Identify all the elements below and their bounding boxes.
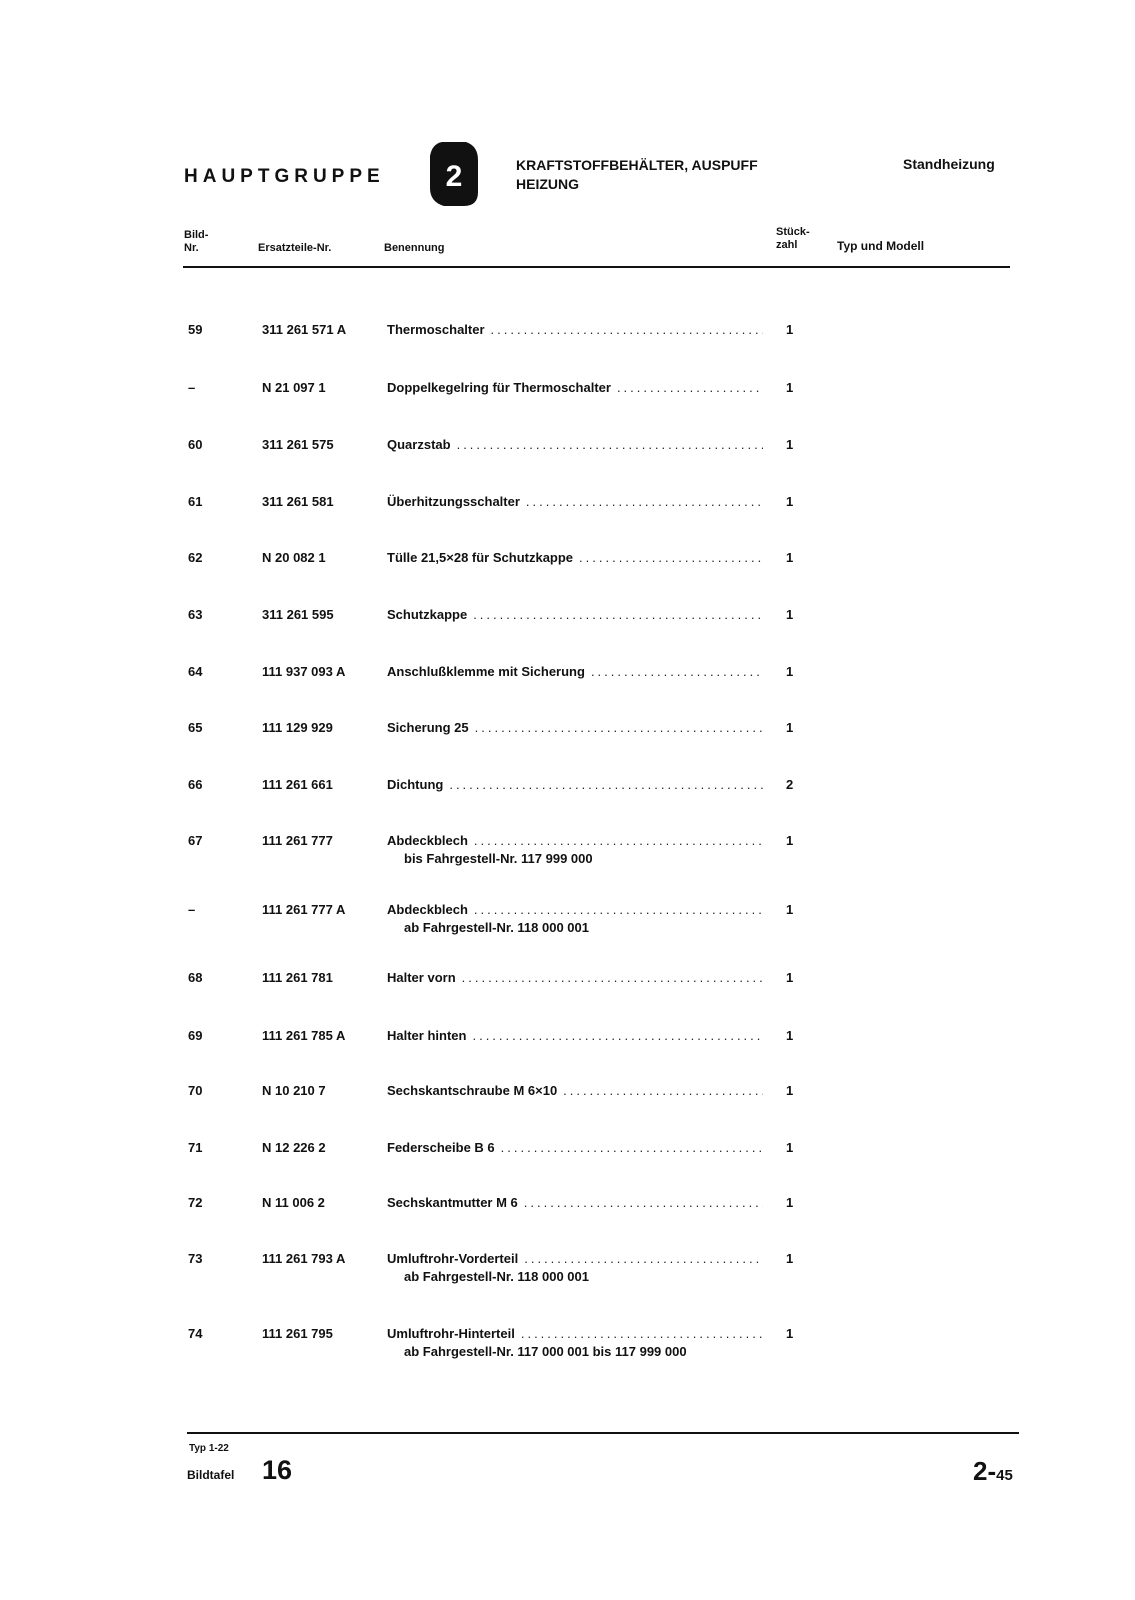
leader-dots: [524, 1251, 763, 1266]
leader-dots: [462, 970, 763, 985]
part-row: [0, 550, 1135, 590]
part-quantity: 2: [786, 777, 794, 792]
group-title-line1: KRAFTSTOFFBEHÄLTER, AUSPUFF: [516, 157, 758, 173]
part-row: [0, 1028, 1135, 1068]
part-row: [0, 380, 1135, 420]
part-number: N 10 210 7: [262, 1083, 326, 1098]
leader-dots: [474, 902, 763, 917]
part-description-text: Umluftrohr-Vorderteil: [387, 1251, 519, 1266]
leader-dots: [591, 664, 763, 679]
part-number: 111 261 661: [262, 777, 333, 792]
part-description: [387, 437, 763, 452]
part-row: [0, 720, 1135, 760]
part-note: ab Fahrgestell-Nr. 118 000 001: [404, 1269, 589, 1284]
part-number: 111 261 785 A: [262, 1028, 346, 1043]
part-row: [0, 970, 1135, 1010]
part-number: 111 937 093 A: [262, 664, 346, 679]
column-header-ersatzteil: Ersatzteile-Nr.: [258, 242, 332, 254]
part-row: [0, 1083, 1135, 1123]
part-description: [387, 902, 763, 917]
leader-dots: [474, 833, 763, 848]
part-row: [0, 607, 1135, 647]
column-header-stueck-line2: zahl: [776, 239, 798, 251]
part-bild-nr: 67: [188, 833, 203, 848]
leader-dots: [617, 380, 763, 395]
part-number: N 21 097 1: [262, 380, 326, 395]
part-description: [387, 833, 763, 848]
part-description-text: Dichtung: [387, 777, 444, 792]
page-number: [973, 1456, 1013, 1487]
part-description-text: Umluftrohr-Hinterteil: [387, 1326, 515, 1341]
part-number: N 12 226 2: [262, 1140, 326, 1155]
part-bild-nr: 63: [188, 607, 203, 622]
part-row: [0, 902, 1135, 942]
part-row: [0, 437, 1135, 477]
part-description: [387, 1251, 763, 1266]
leader-dots: [526, 494, 763, 509]
part-number: 111 261 777: [262, 833, 333, 848]
part-quantity: 1: [786, 970, 794, 985]
part-number: 111 261 781: [262, 970, 333, 985]
leader-dots: [491, 322, 763, 337]
part-quantity: 1: [786, 902, 794, 917]
part-quantity: 1: [786, 1083, 794, 1098]
part-row: [0, 1326, 1135, 1366]
part-quantity: 1: [786, 1140, 794, 1155]
part-bild-nr: 62: [188, 550, 203, 565]
part-number: 311 261 595: [262, 607, 334, 622]
part-number: N 11 006 2: [262, 1195, 325, 1210]
part-description-text: Überhitzungsschalter: [387, 494, 520, 509]
section-label: Standheizung: [903, 156, 995, 172]
part-description-text: Anschlußklemme mit Sicherung: [387, 664, 585, 679]
part-quantity: 1: [786, 720, 794, 735]
part-row: [0, 664, 1135, 704]
part-description-text: Halter hinten: [387, 1028, 467, 1043]
part-description: [387, 1140, 763, 1155]
part-description: [387, 970, 763, 985]
column-header-bild-nr: [184, 229, 208, 255]
part-quantity: 1: [786, 833, 794, 848]
part-description-text: Sechskantmutter M 6: [387, 1195, 518, 1210]
part-bild-nr: 71: [188, 1140, 203, 1155]
part-number: 111 261 777 A: [262, 902, 346, 917]
part-description-text: Schutzkappe: [387, 607, 468, 622]
part-number: N 20 082 1: [262, 550, 326, 565]
part-description: [387, 1326, 763, 1341]
leader-dots: [563, 1083, 763, 1098]
part-description: [387, 777, 763, 792]
part-bild-nr: –: [188, 902, 196, 917]
part-bild-nr: 72: [188, 1195, 203, 1210]
hauptgruppe-heading: HAUPTGRUPPE: [184, 166, 385, 187]
part-bild-nr: 66: [188, 777, 203, 792]
part-row: [0, 833, 1135, 873]
part-row: [0, 1195, 1135, 1235]
part-description: [387, 607, 763, 622]
group-number-badge: [428, 140, 480, 208]
part-row: [0, 1251, 1135, 1291]
group-title: [516, 156, 758, 194]
leader-dots: [449, 777, 763, 792]
part-bild-nr: 69: [188, 1028, 203, 1043]
column-header-bild-line1: Bild-: [184, 229, 209, 241]
part-note: ab Fahrgestell-Nr. 118 000 001: [404, 920, 589, 935]
part-bild-nr: 74: [188, 1326, 203, 1341]
column-header-bild-line2: Nr.: [184, 242, 199, 254]
leader-dots: [524, 1195, 763, 1210]
part-bild-nr: 61: [188, 494, 203, 509]
part-description-text: Federscheibe B 6: [387, 1140, 495, 1155]
part-number: 111 261 793 A: [262, 1251, 346, 1266]
part-row: [0, 1140, 1135, 1180]
part-quantity: 1: [786, 494, 794, 509]
column-header-typ-modell: Typ und Modell: [837, 239, 925, 253]
part-row: [0, 777, 1135, 817]
part-description: [387, 322, 763, 337]
column-header-stueckzahl: [776, 226, 810, 252]
page-number-main: 2-: [973, 1456, 997, 1486]
page-number-sub: 45: [996, 1467, 1013, 1484]
leader-dots: [475, 720, 763, 735]
part-quantity: 1: [786, 1195, 794, 1210]
part-description-text: Doppelkegelring für Thermoschalter: [387, 380, 611, 395]
group-title-line2: HEIZUNG: [516, 176, 579, 192]
part-bild-nr: 65: [188, 720, 203, 735]
group-badge-shape: [428, 140, 480, 208]
part-description-text: Sicherung 25: [387, 720, 469, 735]
leader-dots: [521, 1326, 763, 1341]
part-number: 111 129 929: [262, 720, 333, 735]
part-quantity: 1: [786, 1326, 794, 1341]
part-quantity: 1: [786, 322, 794, 337]
part-bild-nr: –: [188, 380, 196, 395]
leader-dots: [472, 1028, 763, 1043]
leader-dots: [457, 437, 763, 452]
footer-divider: [187, 1432, 1019, 1434]
part-number: 311 261 575: [262, 437, 334, 452]
part-description-text: Halter vorn: [387, 970, 456, 985]
part-description-text: Abdeckblech: [387, 833, 468, 848]
part-row: [0, 494, 1135, 534]
part-bild-nr: 59: [188, 322, 203, 337]
part-bild-nr: 64: [188, 664, 203, 679]
leader-dots: [579, 550, 763, 565]
part-description: [387, 1028, 763, 1043]
column-header-benennung: Benennung: [384, 242, 445, 254]
header-divider: [183, 266, 1010, 268]
part-description: [387, 494, 763, 509]
part-quantity: 1: [786, 437, 794, 452]
part-description-text: Abdeckblech: [387, 902, 468, 917]
part-quantity: 1: [786, 1251, 794, 1266]
bildtafel-label: Bildtafel: [187, 1468, 235, 1482]
part-quantity: 1: [786, 1028, 794, 1043]
part-description-text: Sechskantschraube M 6×10: [387, 1083, 558, 1098]
part-description: [387, 550, 763, 565]
part-bild-nr: 70: [188, 1083, 203, 1098]
part-note: ab Fahrgestell-Nr. 117 000 001 bis 117 999 000: [404, 1344, 687, 1359]
group-number: 2: [445, 160, 463, 193]
part-bild-nr: 73: [188, 1251, 203, 1266]
part-description-text: Quarzstab: [387, 437, 451, 452]
part-note: bis Fahrgestell-Nr. 117 999 000: [404, 851, 593, 866]
part-number: 311 261 571 A: [262, 322, 347, 337]
part-description: [387, 664, 763, 679]
part-description-text: Tülle 21,5×28 für Schutzkappe: [387, 550, 574, 565]
part-bild-nr: 60: [188, 437, 203, 452]
typ-label: Typ 1-22: [189, 1443, 229, 1454]
leader-dots: [501, 1140, 763, 1155]
part-description-text: Thermoschalter: [387, 322, 485, 337]
leader-dots: [473, 607, 763, 622]
part-description: [387, 720, 763, 735]
part-row: [0, 322, 1135, 362]
part-quantity: 1: [786, 550, 794, 565]
part-number: 311 261 581: [262, 494, 334, 509]
column-header-stueck-line1: Stück-: [776, 226, 810, 238]
part-quantity: 1: [786, 664, 794, 679]
part-description: [387, 380, 763, 395]
part-bild-nr: 68: [188, 970, 203, 985]
bildtafel-number: 16: [262, 1455, 293, 1485]
part-number: 111 261 795: [262, 1326, 333, 1341]
part-quantity: 1: [786, 380, 794, 395]
part-quantity: 1: [786, 607, 794, 622]
part-description: [387, 1195, 763, 1210]
part-description: [387, 1083, 763, 1098]
